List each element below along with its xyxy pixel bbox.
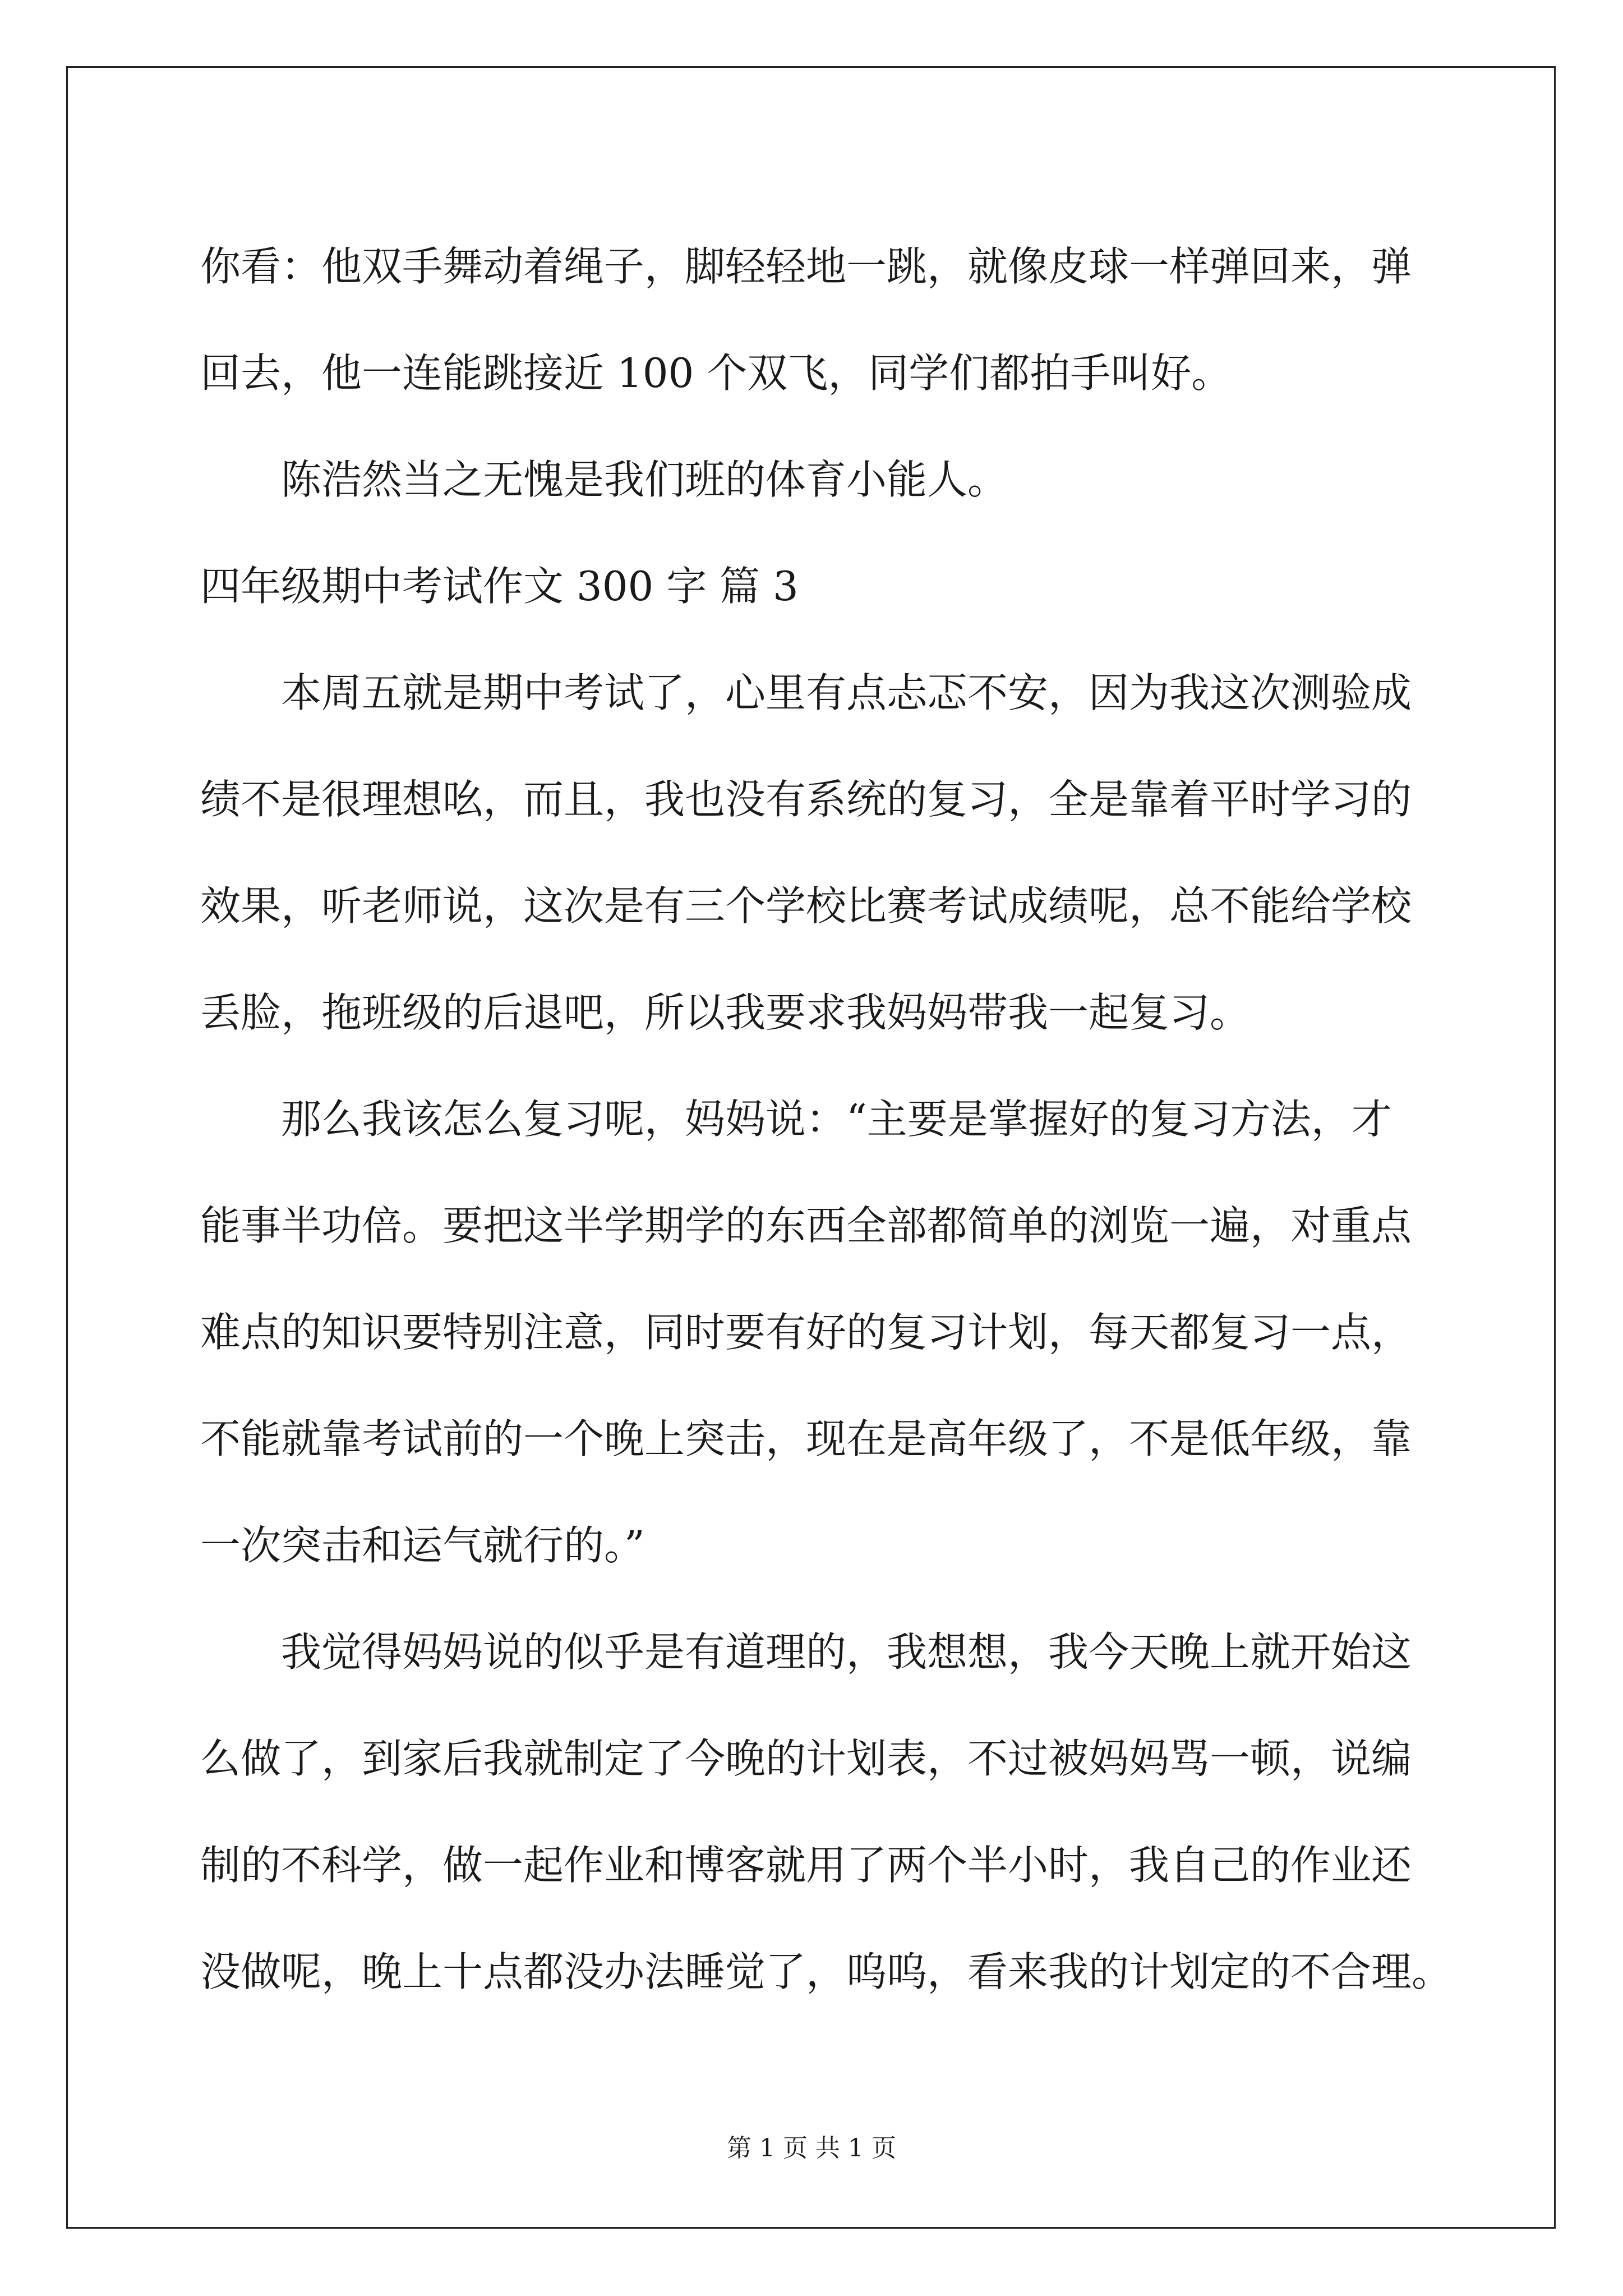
text-line: 效果，听老师说，这次是有三个学校比赛考试成绩呢，总不能给学校 — [200, 882, 1412, 930]
section-heading: 四年级期中考试作文 300 字 篇 3 — [200, 563, 799, 610]
text-line: 制的不科学，做一起作业和博客就用了两个半小时，我自己的作业还 — [200, 1842, 1412, 1889]
text-line: 本周五就是期中考试了，心里有点忐忑不安，因为我这次测验成 — [281, 669, 1412, 716]
text-line: 陈浩然当之无愧是我们班的体育小能人。 — [281, 456, 1008, 503]
text-line: 那么我该怎么复习呢，妈妈说：“主要是掌握好的复习方法，才 — [281, 1096, 1392, 1143]
text-line: 绩不是很理想吆，而且，我也没有系统的复习，全是靠着平时学习的 — [200, 776, 1412, 823]
text-line: 我觉得妈妈说的似乎是有道理的，我想想，我今天晚上就开始这 — [281, 1628, 1412, 1676]
text-line: 难点的知识要特别注意，同时要有好的复习计划，每天都复习一点， — [200, 1309, 1412, 1356]
text-line: 回去，他一连能跳接近 100 个双飞，同学们都拍手叫好。 — [200, 349, 1232, 397]
text-line: 你看：他双手舞动着绳子，脚轻轻地一跳，就像皮球一样弹回来，弹 — [200, 243, 1412, 290]
text-line: 能事半功倍。要把这半学期学的东西全部都简单的浏览一遍，对重点 — [200, 1202, 1412, 1249]
text-line: 丢脸，拖班级的后退吧，所以我要求我妈妈带我一起复习。 — [200, 989, 1251, 1036]
document-body — [200, 213, 1462, 2025]
text-line: 一次突击和运气就行的。” — [200, 1522, 645, 1569]
text-line: 没做呢，晚上十点都没办法睡觉了，呜呜，看来我的计划定的不合理。 — [200, 1948, 1453, 1995]
text-line: 不能就靠考试前的一个晚上突击，现在是高年级了，不是低年级，靠 — [200, 1415, 1412, 1462]
text-line: 么做了，到家后我就制定了今晚的计划表，不过被妈妈骂一顿，说编 — [200, 1735, 1412, 1782]
page-number-footer: 第 1 页 共 1 页 — [727, 2134, 896, 2162]
